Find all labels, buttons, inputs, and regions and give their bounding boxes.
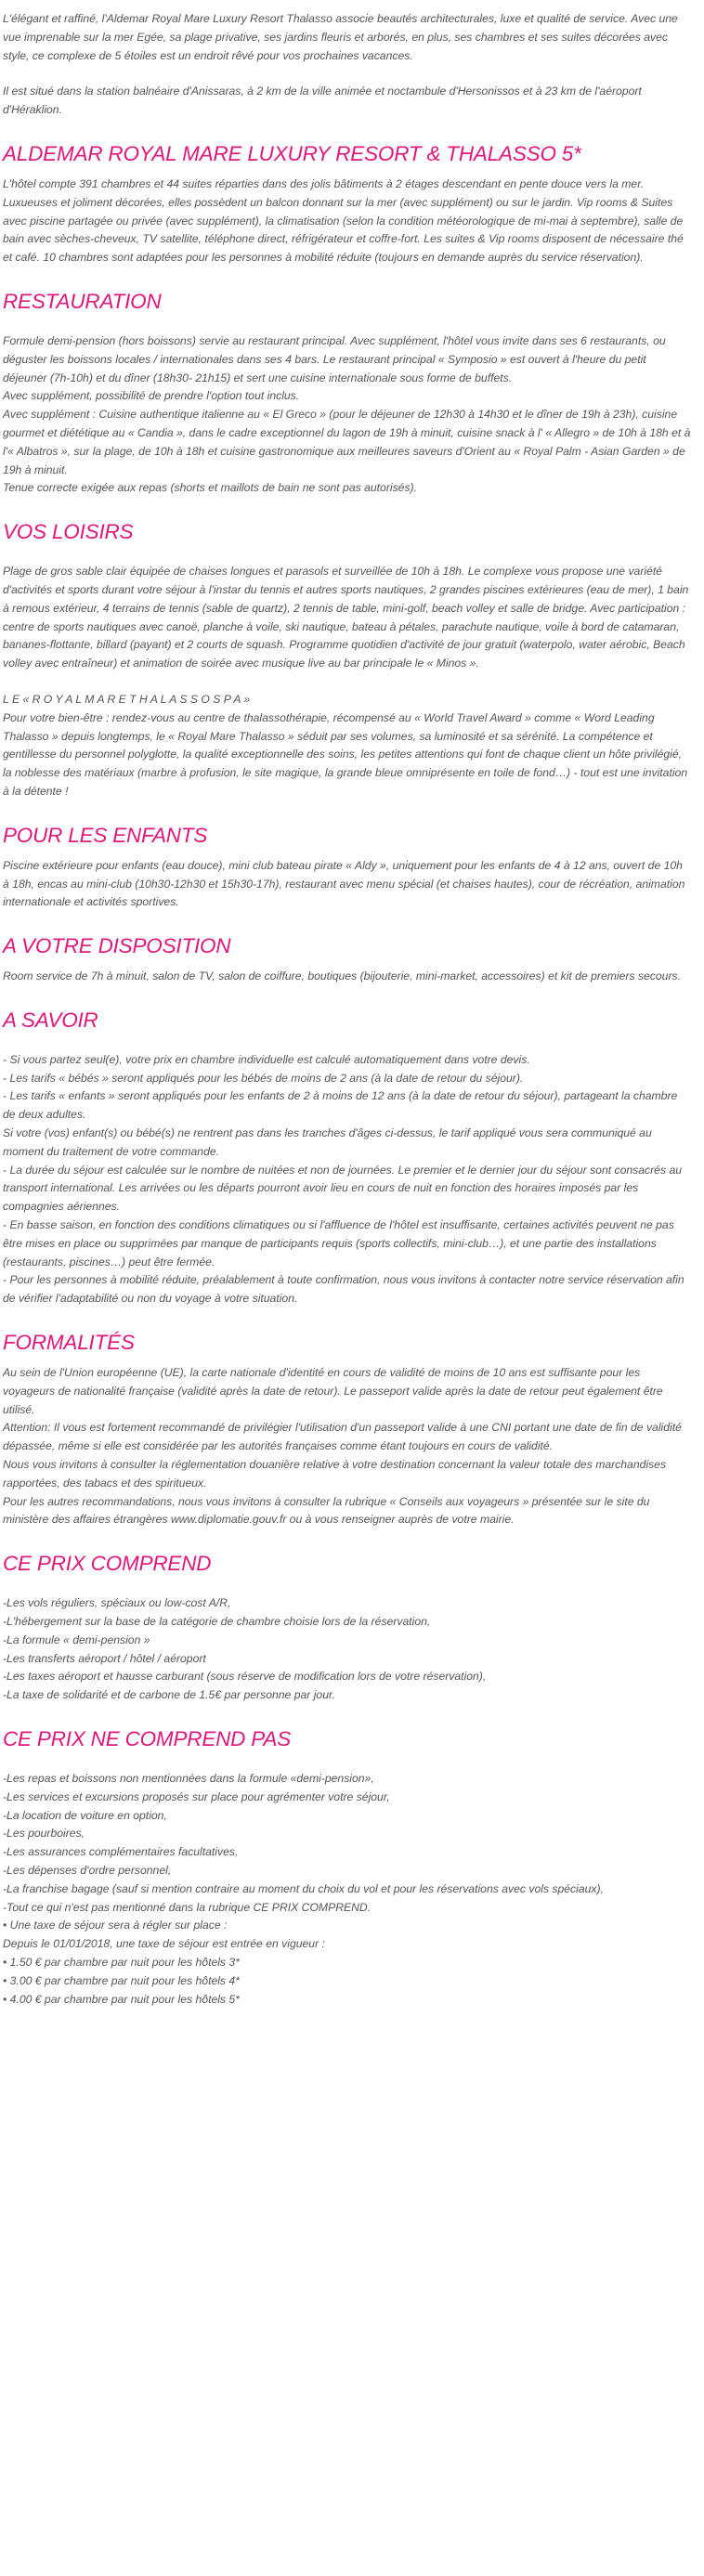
list-item: -Les pourboires, [3,1827,85,1841]
heading-savoir: A SAVOIR [3,1008,98,1032]
list-item: Depuis le 01/01/2018, une taxe de séjour est entrée en vigueur : [3,1937,325,1951]
paragraph: - Les tarifs « bébés » seront appliqués pour les bébés de moins de 2 ans (à la date de retour du séjour). [3,1071,524,1085]
paragraph: Au sein de l'Union européenne (UE), la carte nationale d'identité en cours de validité de moins de 10 ans est suffisante pour les voyageurs de nationalité française (validité après la date de retour). Le passeport valide après la date de retour peut également être utilisé. [3,1366,663,1416]
paragraph: - La durée du séjour est calculée sur le nombre de nuitées et non de journées. Le premier et le dernier jour du séjour sont consacrés au transport international. Les arrivées ou les départs pourront avoir lieu en cours de nuit en fonction des horaires imposés par les compagnies aériennes. [3,1163,683,1214]
list-item: -L'hébergement sur la base de la catégorie de chambre choisie lors de la réservation, [3,1615,431,1629]
section-formalites [3,1364,691,1529]
intro-paragraph: Il est situé dans la station balnéaire d'Anissaras, à 2 km de la ville animée et noctambule d'Hersonissos et à 23 km de l'aéroport d'Héraklion. [3,85,642,117]
paragraph: - En basse saison, en fonction des conditions climatiques ou si l'affluence de l'hôtel est insuffisante, certaines activités peuvent ne pas être mises en place ou supprimées par manque de participants requis (sports collectifs, mini-club…), et une partie des installations (restaurants, piscines…) peut être fermée. [3,1218,674,1268]
list-item: -Les transferts aéroport / hôtel / aéroport [3,1651,206,1665]
intro [3,10,691,120]
heading-formalites: FORMALITÉS [3,1331,135,1355]
heading-disposition: A VOTRE DISPOSITION [3,934,231,958]
paragraph: Avec supplément : Cuisine authentique italienne au « El Greco » (pour le déjeuner de 12h30 à 14h30 et le dîner de 19h à 23h), cuisine gourmet et diététique au « Candia », dans le cadre exceptionnel du lagon de 19h à minuit, cuisine snack à l' « Allegro » de 10h à 18h et à l'« Albatros », sur la plage, de 10h à 18h et cuisine gastronomique aux meilleures saveurs d'Orient au « Royal Palm - Asian Garden » de 19h à minuit. [3,408,691,476]
list-item: -Les vols réguliers, spéciaux ou low-cost A/R, [3,1596,231,1610]
list-item: -Tout ce qui n'est pas mentionné dans la rubrique CE PRIX COMPREND. [3,1900,372,1914]
heading-loisirs: VOS LOISIRS [3,520,134,544]
paragraph: Pour votre bien-être : rendez-vous au centre de thalassothérapie, récompensé au « World Travel Award » comme « Word Leading Thalasso » depuis longtemps, le « Royal Mare Thalasso » séduit par ses volumes, sa luminosité et sa sérénité. La compétence et gentillesse du personnel polyglotte, la qualité exceptionnelle des soins, les petites attentions qui font de chaque client un hôte privilégié, la noblesse des matériaux (marbre à profusion, le site magique, la grande bleue omniprésente en toile de fond…) - tout est une invitation à la détente ! [3,710,688,798]
list-item: • 1.50 € par chambre par nuit pour les hôtels 3* [3,1955,240,1969]
paragraph: Si votre (vos) enfant(s) ou bébé(s) ne rentrent pas dans les tranches d'âges ci-dessus, le tarif appliqué vous sera communiqué au moment du traitement de votre commande. [3,1126,652,1158]
intro-paragraph: L'élégant et raffiné, l'Aldemar Royal Mare Luxury Resort Thalasso associe beautés architecturales, luxe et qualité de service. Avec une vue imprenable sur la mer Egée, sa plage privative, ses jardins fleuris et arborés, en plus, ses chambres et ses suites décorées avec style, ce complexe de 5 étoiles est un endroit rêvé pour vos prochaines vacances. [3,12,678,62]
list-item: -Les dépenses d'ordre personnel, [3,1863,172,1877]
list-item: -La taxe de solidarité et de carbone de 1.5€ par personne par jour. [3,1688,335,1702]
section-disposition [3,968,691,986]
section-restauration [3,332,691,498]
section-loisirs [3,563,691,801]
paragraph: Piscine extérieure pour enfants (eau douce), mini club bateau pirate « Aldy », uniquement pour les enfants de 4 à 12 ans, ouvert de 10h à 18h, encas au mini-club (10h30-12h30 et 15h30-17h), restaurant avec menu spécial (et chaises hautes), cour de récréation, animation internationale et activités sportives. [3,858,685,909]
section-savoir [3,1051,691,1308]
spa-subtitle: L E « R O Y A L M A R E T H A L A S S O S P A » [3,692,251,706]
paragraph: - Pour les personnes à mobilité réduite, préalablement à toute confirmation, nous vous invitons à contacter notre service réservation afin de vérifier l'adaptabilité ou non du voyage à votre situation. [3,1273,684,1306]
heading-enfants: POUR LES ENFANTS [3,823,208,847]
list-item: -Les assurances complémentaires facultatives, [3,1845,239,1859]
paragraph: Tenue correcte exigée aux repas (shorts et maillots de bain ne sont pas autorisés). [3,481,417,495]
paragraph: Plage de gros sable clair équipée de chaises longues et parasols et surveillée de 10h à 18h. Le complexe vous propose une variété d'activités et sports durant votre séjour à l'instar du tennis et autres sports nautiques, 2 grandes piscines extérieures (eau de mer), 1 bain à remous extérieur, 4 terrains de tennis (sable de quartz), 2 tennis de table, mini-golf, beach volley et salle de bridge. Avec participation : centre de sports nautiques avec canoë, planche à voile, ski nautique, bateau à pétales, parachute nautique, voile à bord de catamaran, bananes-flottante, billard (payant) et 2 courts de squash. Programme quotidien d'activité de jour gratuit (waterpolo, water aérobic, Beach volley avec entraîneur) et animation de soirée avec musique live au bar principale le « Minos ». [3,565,689,670]
section-ne-comprend [3,1770,691,2009]
section-comprend [3,1594,691,1705]
heading-comprend: CE PRIX COMPREND [3,1552,212,1576]
list-item: • Une taxe de séjour sera à régler sur place : [3,1919,228,1932]
paragraph: L'hôtel compte 391 chambres et 44 suites réparties dans des jolis bâtiments à 2 étages descendant en pente douce vers la mer. Luxueuses et joliment décorées, elles possèdent un balcon donnant sur la mer (avec supplément) ou sur le jardin. Vip rooms & Suites avec piscine partagée ou privée (avec supplément), la climatisation (selon la condition météorologique de mi-mai à septembre), salle de bain avec sèches-cheveux, TV satellite, téléphone direct, réfrigérateur et coffre-fort. Les suites & Vip rooms disposent de nécessaire thé et café. 10 chambres sont adaptées pour les personnes à mobilité réduite (toujours en demande auprès du service réservation). [3,176,684,265]
heading-hotel: ALDEMAR ROYAL MARE LUXURY RESORT & THALASSO 5* [3,141,581,165]
paragraph: - Si vous partez seul(e), votre prix en chambre individuelle est calculé automatiquement dans votre devis. [3,1052,530,1066]
list-item: -Les repas et boissons non mentionnées dans la formule «demi-pension», [3,1772,374,1785]
paragraph: - Les tarifs « enfants » seront appliqués pour les enfants de 2 à moins de 12 ans (à la date de retour du séjour), partageant la chambre de deux adultes. [3,1089,678,1122]
section-enfants [3,857,691,912]
section-hotel [3,176,691,267]
paragraph: Room service de 7h à minuit, salon de TV, salon de coiffure, boutiques (bijouterie, mini-market, accessoires) et kit de premiers secours. [3,969,681,983]
list-item: -La location de voiture en option, [3,1808,167,1822]
list-item: -Les services et excursions proposés sur place pour agrémenter votre séjour, [3,1789,390,1803]
list-item: • 4.00 € par chambre par nuit pour les hôtels 5* [3,1992,240,2006]
list-item: -Les taxes aéroport et hausse carburant (sous réserve de modification lors de votre réservation), [3,1670,487,1684]
list-item: • 3.00 € par chambre par nuit pour les hôtels 4* [3,1973,240,1987]
heading-restauration: RESTAURATION [3,289,162,313]
paragraph: Avec supplément, possibilité de prendre l'option tout inclus. [3,389,300,403]
paragraph: Attention: Il vous est fortement recommandé de privilégier l'utilisation d'un passeport valide à une CNI portant une date de fin de validité dépassée, même si elle est considérée par les autorités françaises comme étant toujours en cours de validité. [3,1421,682,1453]
list-item: -La formule « demi-pension » [3,1633,150,1646]
paragraph: Nous vous invitons à consulter la réglementation douanière relative à votre destination concernant la valeur totale des marchandises rapportées, des tabacs et des spiritueux. [3,1458,667,1490]
heading-ne-comprend: CE PRIX NE COMPREND PAS [3,1727,292,1750]
list-item: -La franchise bagage (sauf si mention contraire au moment du choix du vol et pour les réservations avec vols spéciaux), [3,1881,604,1895]
paragraph: Pour les autres recommandations, nous vous invitons à consulter la rubrique « Conseils aux voyageurs » présentée sur le site du ministère des affaires étrangères www.diplomatie.gouv.fr ou à vous renseigner auprès de votre mairie. [3,1494,650,1527]
paragraph: Formule demi-pension (hors boissons) servie au restaurant principal. Avec supplément, l'hôtel vous invite dans ses 6 restaurants, ou déguster les boissons locales / internationales dans ses 4 bars. Le restaurant principal « Symposio » est ouvert à l'heure du petit déjeuner (7h-10h) et du dîner (18h30- 21h15) et sert une cuisine internationale sous forme de buffets. [3,333,666,384]
